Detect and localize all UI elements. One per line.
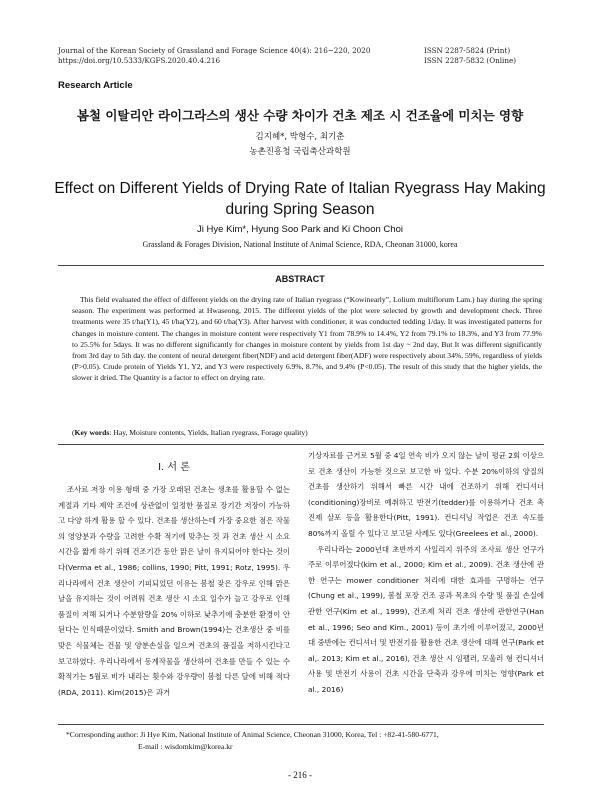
english-authors: Ji Hye Kim*, Hyung Soo Park and Ki Choon Choi	[197, 224, 403, 235]
body-paragraph: 기상자료를 근거로 5월 중 4일 연속 비가 오지 않는 날이 평균 2회 이상으로 건초 생산이 가능한 것으로 보고한 바 있다. 수분 20%이하의 양질의 건초를 생산하기 위해서 빠른 시간 내에 건조하기 위해 컨디셔너(conditioning)장비로 예취하고 반전기(tedder)를 이용하거나 건초 촉진제 살포 등을 활용한다(Pitt, 1991). 컨디셔닝 작업은 건조 속도를 80%까지 올릴 수 있다고 보고된 사례도 있다(Greelees et al., 2000).	[308, 451, 544, 538]
journal-citation	[58, 46, 370, 66]
korean-authors: 김지혜*, 박형수, 최기춘	[255, 132, 345, 142]
body-column-left: 조사료 저장 이용 형태 중 가장 오래된 건초는 생초를 활용할 수 없는 계절과 기타 제약 조건에 상관없이 일정한 품질로 장기간 저장이 가능하고 다양 하게 활용 할 수 있다. 건초를 생산하는데 가장 중요한 점은 작물의 영양분과 수량을 고려한 수확 적기에 맞추는 것 과 건초 생산 시 소요 시간을 짧게 하기 위해 건조기간 동안 맑은 날이 유지되어야 한다는 것이다(Verma et al., 1986; collins, 1990; Pitt, 1991; Rotz, 1995). 우리나라에서 건초 생산이 기피되었던 이유는 봄철 잦은 강우로 인해 맑은 날을 유지하는 것이 어려워 건초 생산 시 소요 일수가 늘고 강우로 인해 품질이 저해 되거나 수분함량을 20% 이하로 낮추기에 충분한 환경이 안된다는 인식때문이었다. Smith and Brown(1994)는 건초생산 중 비를 맞은 식물체는 건물 및 양분손실을 일으켜 건초의 품질을 저하시킨다고 보고하였다. 우리나라에서 동계작물을 생산하여 건초를 만들 수 있는 수확적기는 5월로 비가 내리는 횟수와 강우량이 봄철 다른 달에 비해 적다(RDA, 2011). Kim(2015)은 과거	[58, 485, 290, 697]
issn-block	[424, 46, 544, 66]
korean-affiliation: 농촌진흥청 국립축산과학원	[249, 147, 351, 157]
section-heading-introduction: Ⅰ. 서 론	[158, 462, 190, 473]
body-paragraph: 우리나라는 2000년대 초반까지 사일리지 위주의 조사료 생산 연구가 주로 이루어졌다(kim et al., 2000; Kim et al., 2009). 건초 생산에 관한 연구는 mower conditioner 처리에 대한 효과를 구명하는 연구(Chung et al., 1999), 봄철 포장 건조 공과 목초의 수량 및 품질 손실에 관한 연구(Kim et al., 1999), 건조제 처리 건초 생산에 관한연구(Han et al., 1996; Seo and Kim., 2001) 등이 초기에 이루어졌고, 2000년대 중반에는 컨디셔너 및 반전기를 활용한 건초 생산에 대해 연구(Park et al,. 2013; Kim et al., 2016), 건초 생산 시 임팰러, 모울러 형 컨디셔너 사용 및 반전기 사용이 건초 시간을 단축과 강우에 미치는 영향(Park et al., 2016)	[308, 544, 544, 694]
article-type: Research Article	[58, 80, 133, 91]
english-affiliation: Grassland & Forages Division, National Institute of Animal Science, RDA, Cheonan 31000, korea	[142, 240, 458, 249]
journal-name: Journal of the Korean Society of Grassland and Forage Science 40(4): 216~220, 2020	[58, 46, 371, 55]
corresponding-author: *Corresponding author: Ji Hye Kim, National Institute of Animal Science, Cheonan 31000, Korea, Tel : +82-41-580-6771,	[66, 730, 439, 739]
footnote-rule	[58, 724, 544, 725]
doi-link[interactable]: https://doi.org/10.5333/KGFS.2020.40.4.216	[58, 56, 221, 65]
keywords-list: : Hay, Moisture contents, Yields, Italian ryegrass, Forage quality	[109, 428, 306, 437]
body-column-right	[308, 448, 544, 698]
english-title: Effect on Different Yields of Drying Rate of Italian Ryegrass Hay Making during Spring Season	[54, 180, 546, 218]
abstract-text: This field evaluated the effect of different yields on the drying rate of Italian ryegrass (“Kowinearly”, Lolium multiflorum Lam.) hay during the spring season. The experiment was performed at Hwaseong, 2015. The different yields of the plot were selected by growth and development check. Three treatments were 35 t/ha(Y1), 45 t/ha(Y2), and 60 t/ha(Y3). After harvest with conditioner, it was conducted tedding 1/day. It was investigated patterns for changes in moisture content. The changes in moisture content were respectively Y1 from 78.9% to 14.4%, Y2 from 79.1% to 18.3%, and Y3 from 77.9% to 25.5% for 5days. It was no different significantly for changes in moisture content by yields from 1st day ~ 2nd day, But It was different significantly from 3rd day to 5th day. the content of neural detergent fiber(NDF) and acid detergent fiber(ADF) were respectively about 34%, 59%, regardless of yields (P>0.05). Crude protein of Yields Y1, Y2, and Y3 were respectively 6.9%, 8.7%, and 9.4% (P<0.05). The result of this study that the higher yields, the slower it dried. The Quantity is a factor to effect on drying rate.	[72, 295, 542, 383]
page-number: - 216 -	[288, 770, 312, 780]
abstract-heading: ABSTRACT	[275, 274, 325, 284]
issn-print: ISSN 2287-5824 (Print)	[424, 46, 511, 55]
abstract-top-rule	[58, 265, 544, 266]
keywords: (Key words: Hay, Moisture contents, Yields, Italian ryegrass, Forage quality)	[72, 428, 308, 437]
author-email[interactable]: E-mail : wisdomkim@korea.kr	[138, 742, 233, 751]
korean-title: 봄철 이탈리안 라이그라스의 생산 수량 차이가 건초 제조 시 건조율에 미치는 영향	[76, 108, 524, 123]
abstract-bottom-rule	[58, 444, 544, 445]
keywords-label: Key words	[74, 428, 110, 437]
issn-online: ISSN 2287-5832 (Online)	[424, 56, 517, 65]
